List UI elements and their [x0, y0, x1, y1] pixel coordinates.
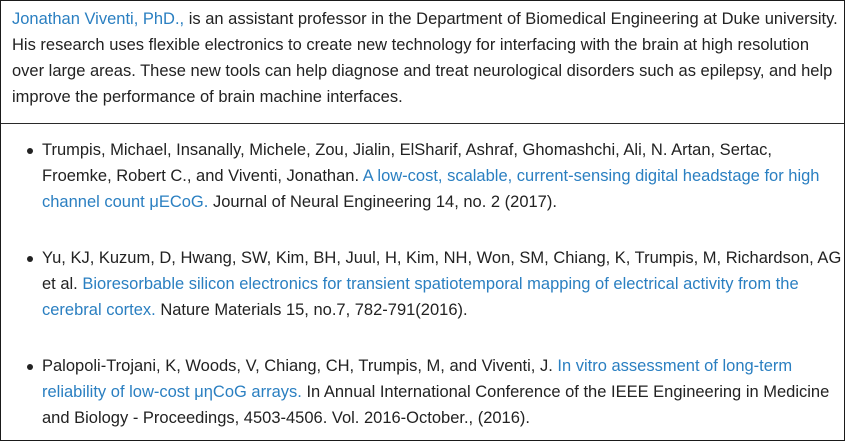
publication-title-link[interactable]: A low-cost, scalable, current-sensing digital headstage for high channel count μECoG.	[42, 167, 820, 211]
page-content	[12, 6, 842, 431]
section-divider	[1, 123, 844, 124]
publication-venue: Nature Materials 15, no.7, 782-791(2016).	[160, 301, 468, 319]
publication-item	[12, 245, 842, 323]
publication-venue: In Annual International Conference of the IEEE Engineering in Medicine and Biology - Proceedings, 4503-4506. Vol. 2016-October., (2016).	[42, 383, 830, 427]
publication-venue: Journal of Neural Engineering 14, no. 2 (2017).	[212, 193, 557, 211]
publication-title-link[interactable]: Bioresorbable silicon electronics for transient spatiotemporal mapping of electrical activity from the cerebral cortex.	[42, 275, 799, 319]
bullet-icon	[27, 256, 33, 262]
publication-authors: Palopoli-Trojani, K, Woods, V, Chiang, CH, Trumpis, M, and Viventi, J.	[42, 357, 553, 375]
publication-authors: Yu, KJ, Kuzum, D, Hwang, SW, Kim, BH, Juul, H, Kim, NH, Won, SM, Chiang, K, Trumpis, M, Richardson, AG et al.	[42, 249, 842, 293]
bio-text: is an assistant professor in the Department of Biomedical Engineering at Duke university. His research uses flexible electronics to create new technology for interfacing with the brain at high resolution over large areas. These new tools can help diagnose and treat neurological disorders such as epilepsy, and help improve the performance of brain machine interfaces.	[12, 10, 838, 106]
publication-item	[12, 353, 842, 431]
publication-list	[12, 137, 842, 431]
bullet-icon	[27, 148, 33, 154]
bullet-icon	[27, 364, 33, 370]
publication-authors: Trumpis, Michael, Insanally, Michele, Zou, Jialin, ElSharif, Ashraf, Ghomashchi, Ali, N. Artan, Sertac, Froemke, Robert C., and Viventi, Jonathan.	[42, 141, 772, 185]
bio-paragraph	[12, 6, 842, 110]
name-link[interactable]: Jonathan Viventi, PhD.,	[12, 10, 185, 28]
publication-title-link[interactable]: In vitro assessment of long-term reliability of low-cost μηCoG arrays.	[42, 357, 793, 401]
publication-item	[12, 137, 842, 215]
